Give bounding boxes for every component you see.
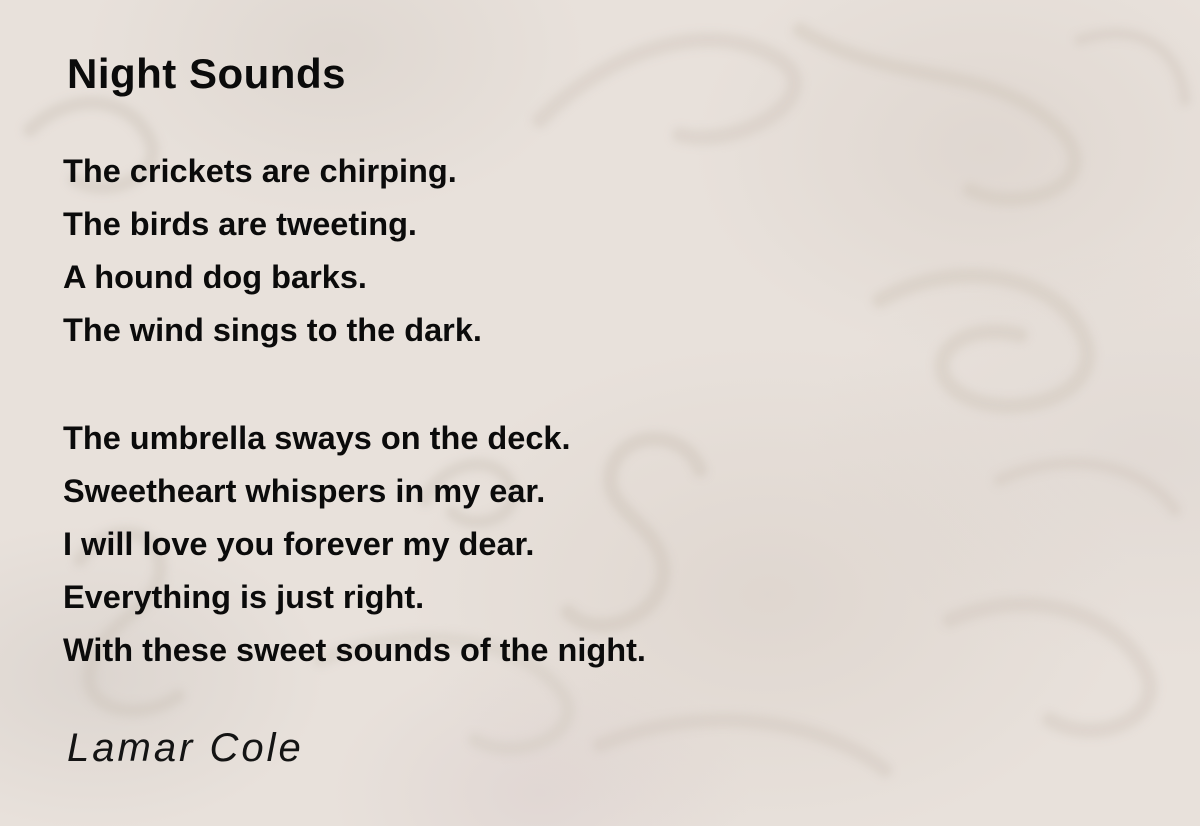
poem-line: Sweetheart whispers in my ear. xyxy=(63,473,546,509)
poem-title: Night Sounds xyxy=(67,50,346,97)
poem-line: The umbrella sways on the deck. xyxy=(63,420,571,456)
stanza-2 xyxy=(63,412,646,677)
poem-line: I will love you forever my dear. xyxy=(63,526,535,562)
stanza-1 xyxy=(63,145,482,357)
poem-line: The wind sings to the dark. xyxy=(63,312,482,348)
poem-line: Everything is just right. xyxy=(63,579,425,615)
poem-line: With these sweet sounds of the night. xyxy=(63,632,646,668)
poem-line: A hound dog barks. xyxy=(63,259,367,295)
poem-line: The crickets are chirping. xyxy=(63,153,457,189)
poem-author: Lamar Cole xyxy=(67,726,304,770)
poem-line: The birds are tweeting. xyxy=(63,206,417,242)
